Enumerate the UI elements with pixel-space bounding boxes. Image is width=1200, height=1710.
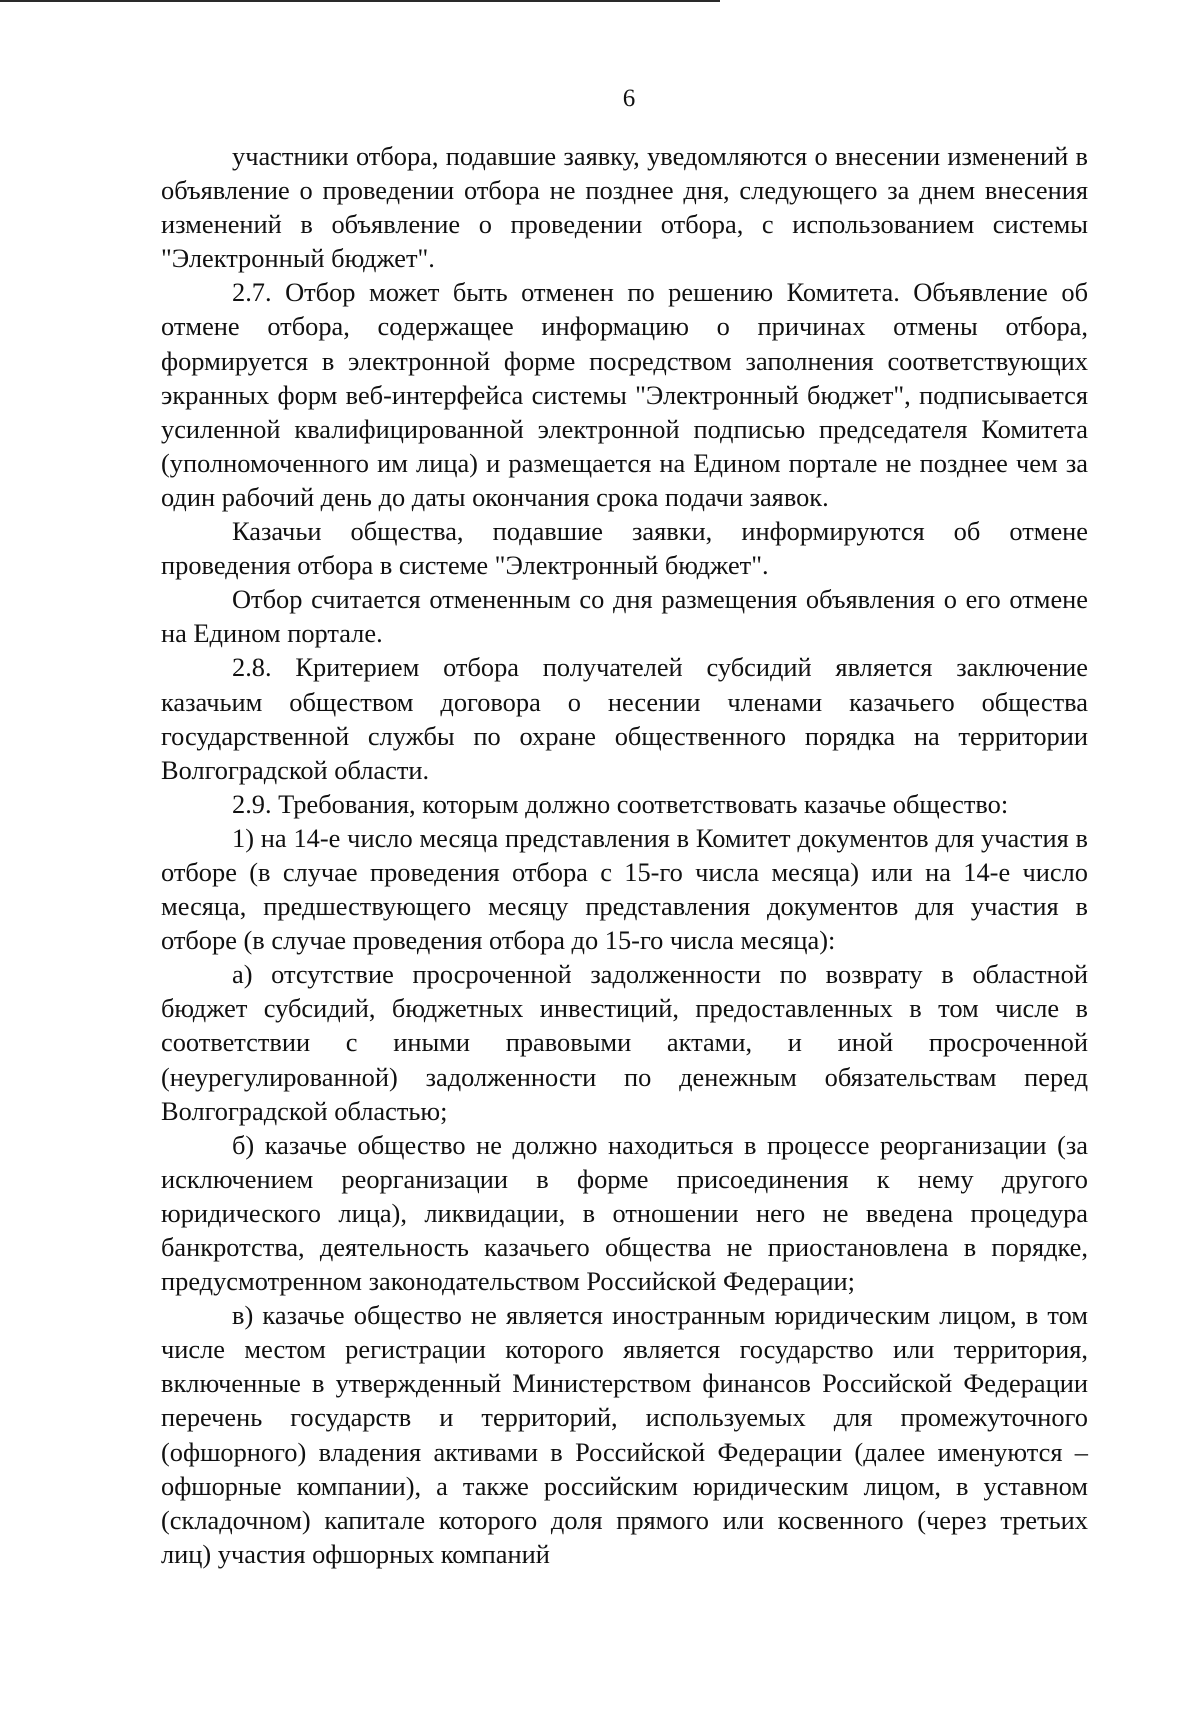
paragraph-item-b: б) казачье общество не должно находиться в процессе реорганизации (за исключением реорганизации в форме присоединения к нему другого юридического лица), ликвидации, в отношении него не введена процедура банкротства, деятельность казачьего общества не приостановлена в порядке, предусмотренном законодательством Российской Федерации;	[161, 1129, 1088, 1297]
paragraph-2-7-cancellation: 2.7. Отбор может быть отменен по решению Комитета. Объявление об отмене отбора, содержащее информацию о причинах отмены отбора, формируется в электронной форме посредством заполнения соответствующих экранных форм веб-интерфейса системы "Электронный бюджет", подписывается усиленной квалифицированной электронной подписью председателя Комитета (уполномоченного им лица) и размещается на Едином портале не позднее чем за один рабочий день до даты окончания срока подачи заявок.	[161, 277, 1088, 512]
paragraph-item-v: в) казачье общество не является иностранным юридическим лицом, в том числе местом регистрации которого является государство или территория, включенные в утвержденный Министерством финансов Российской Федерации перечень государств и территорий, используемых для промежуточного (офшорного) владения активами в Российской Федерации (далее именуются – офшорные компании), а также российским юридическим лицом, в уставном (складочном) капитале которого доля прямого или косвенного (через третьих лиц) участия офшорных компаний	[161, 1300, 1088, 1569]
paragraph-cossack-notification: Казачьи общества, подавшие заявки, информируются об отмене проведения отбора в системе "Электронный бюджет".	[161, 516, 1088, 581]
paragraph-2-9-requirements: 2.9. Требования, которым должно соответствовать казачье общество:	[232, 788, 1009, 819]
page-number: 6	[622, 85, 636, 112]
paragraph-cancelled-date: Отбор считается отмененным со дня размещения объявления о его отмене на Едином портале.	[161, 584, 1088, 649]
paragraph-continuation-notification: участники отбора, подавшие заявку, уведомляются о внесении изменений в объявление о проведении отбора не позднее дня, следующего за днем внесения изменений в объявление о проведении отбора, с использованием системы "Электронный бюджет".	[161, 141, 1088, 274]
paragraph-2-8-criterion: 2.8. Критерием отбора получателей субсидий является заключение казачьим обществом договора о несении членами казачьего общества государственной службы по охране общественного порядка на территории Волгоградской области.	[161, 652, 1088, 785]
document-body	[161, 139, 1088, 1571]
paragraph-item-a: а) отсутствие просроченной задолженности по возврату в областной бюджет субсидий, бюджетных инвестиций, предоставленных в том числе в соответствии с иными правовыми актами, и иной просроченной (неурегулированной) задолженности по денежным обязательствам перед Волгоградской областью;	[161, 959, 1088, 1126]
paragraph-item-1: 1) на 14-е число месяца представления в Комитет документов для участия в отборе (в случае проведения отбора с 15-го числа месяца) или на 14-е число месяца, предшествующего месяцу представления документов для участия в отборе (в случае проведения отбора до 15-го числа месяца):	[161, 822, 1088, 956]
